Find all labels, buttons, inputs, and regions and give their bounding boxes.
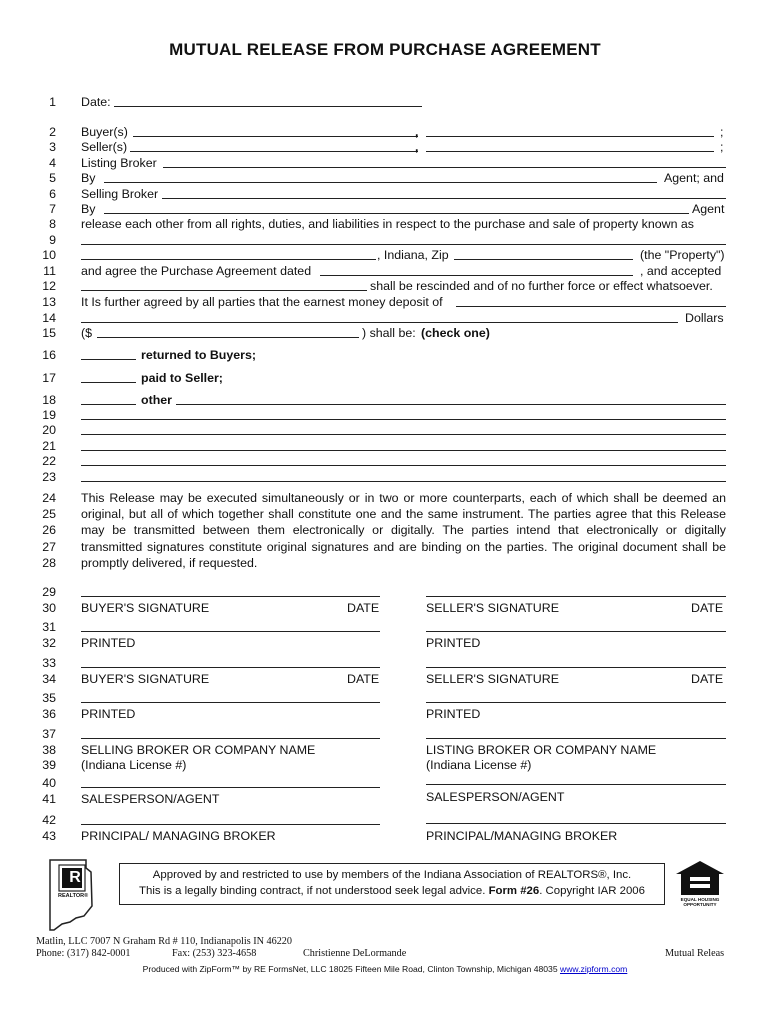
agree-pa-label: and agree the Purchase Agreement dated [81,264,312,278]
line-number: 21 [42,439,56,453]
line-number: 9 [49,233,56,247]
semicolon: ; [720,125,724,139]
date-field[interactable] [114,94,422,107]
form-line-36 [0,706,770,722]
line-number: 5 [49,171,56,185]
line-number: 25 [42,507,56,522]
form-line-16 [0,347,770,363]
comma: , [415,125,419,139]
salesperson-label: SALESPERSON/AGENT [426,790,565,804]
form-line-13 [0,294,770,310]
realtor-indiana-logo [42,858,104,934]
city-field[interactable] [81,247,376,260]
line-number: 10 [42,248,56,262]
buyers-label: Buyer(s) [81,125,128,139]
form-line-23 [0,469,770,485]
date-label: DATE [347,601,380,615]
line-number: 14 [42,311,56,325]
form-line-39 [0,757,770,773]
page-title: MUTUAL RELEASE FROM PURCHASE AGREEMENT [169,40,601,59]
form-line-38 [0,742,770,758]
buyer-signature-line[interactable] [81,596,380,597]
paid-check-field[interactable] [81,370,136,383]
line-number: 40 [42,776,56,790]
other-label: other [141,393,172,407]
seller-2-printed-line[interactable] [426,702,726,703]
line-number: 26 [42,523,56,538]
line-number: 16 [42,348,56,362]
line-number: 27 [42,539,56,554]
line-number: 11 [43,264,56,278]
footer-name: Christienne DeLormande [303,948,407,959]
form-number: Form #26 [488,884,540,897]
date-label: DATE [691,672,724,686]
line-number: 12 [42,279,56,293]
line-number: 20 [42,423,56,437]
eho-text-1: EQUAL HOUSING [680,897,720,902]
other-check-field[interactable] [81,392,136,405]
line-number: 6 [49,187,56,201]
line-number: 3 [49,140,56,154]
approval-line-1: Approved by and restricted to use by members of the Indiana Association of REALTORS®, Inc. [152,869,632,881]
selling-salesperson-line[interactable] [81,787,380,788]
line-number: 2 [49,125,56,139]
line-number: 36 [42,707,56,721]
line-number-column [30,490,56,571]
by-label: By [81,171,96,185]
salesperson-label: SALESPERSON/AGENT [81,792,220,806]
form-line-5 [0,170,770,186]
form-line-7 [0,201,770,217]
release-text: release each other from all rights, duties, and liabilities in respect to the purchase and sale of property known as [81,217,694,231]
selling-principal-line[interactable] [81,824,380,825]
footer-address: Matlin, LLC 7007 N Graham Rd # 110, Indianapolis IN 46220 [36,936,292,947]
buyer-2-signature-line[interactable] [81,667,380,668]
form-line-29 [0,584,770,600]
returned-check-field[interactable] [81,347,136,360]
buyer-2-field[interactable] [426,124,714,137]
form-line-19 [0,407,770,423]
form-line-22 [0,453,770,469]
line-number: 22 [42,454,56,468]
property-address-field[interactable] [81,232,726,245]
sellers-signature-label: SELLER'S SIGNATURE [426,601,559,615]
line-number: 8 [49,217,56,231]
other-line-field[interactable] [81,438,726,451]
zip-field[interactable] [454,247,633,260]
earnest-numeric-field[interactable] [97,325,359,338]
dollar-open: ($ [81,326,93,340]
selling-agent-field[interactable] [104,201,689,214]
returned-label: returned to Buyers; [141,348,256,362]
form-line-30 [0,600,770,616]
form-line-17 [0,370,770,386]
date-label: Date: [81,95,111,109]
other-line-field[interactable] [81,453,726,466]
produced-text: Produced with ZipForm™ by RE FormsNet, LLC 18025 Fifteen Mile Road, Clinton Township, Michigan 48035 [142,964,558,974]
zipform-link[interactable]: www.zipform.com [559,964,628,974]
form-line-33 [0,655,770,671]
form-line-18 [0,392,770,408]
seller-printed-line[interactable] [426,631,726,632]
sellers-signature-label: SELLER'S SIGNATURE [426,672,559,686]
form-line-31 [0,619,770,635]
buyer-1-field[interactable] [133,124,418,137]
line-number: 24 [42,491,56,505]
license-label: (Indiana License #) [81,758,187,772]
approval-line-2: This is a legally binding contract, if not understood seek legal advice. [139,884,486,897]
license-label: (Indiana License #) [426,758,532,772]
form-line-10 [0,247,770,263]
pa-date-field[interactable] [320,263,633,276]
copyright: . Copyright IAR 2006 [539,884,645,897]
line-number: 32 [42,636,56,650]
date-label: DATE [347,672,380,686]
realtor-r-letter: R [69,869,81,886]
selling-broker-field[interactable] [162,186,726,199]
paid-label: paid to Seller; [141,371,223,385]
footer-fax: Fax: (253) 323-4658 [172,948,257,959]
selling-broker-line[interactable] [81,738,380,739]
form-line-4 [0,155,770,171]
shall-be-label: ) shall be: [362,326,416,340]
printed-label: PRINTED [426,636,481,650]
line-number: 38 [42,743,56,757]
earnest-text: It Is further agreed by all parties that the earnest money deposit of [81,295,443,309]
form-line-21 [0,438,770,454]
line-number: 33 [42,656,56,670]
equal-housing-logo [674,859,726,907]
seller-1-field[interactable] [130,139,418,152]
accepted-date-field[interactable] [81,278,367,291]
printed-label: PRINTED [426,707,481,721]
line-number: 23 [42,470,56,484]
the-property-label: (the "Property") [640,248,725,262]
form-line-40 [0,775,770,791]
listing-broker-label: LISTING BROKER OR COMPANY NAME [426,743,657,757]
line-number: 42 [42,813,56,827]
agent-label: Agent [692,202,725,216]
form-line-34 [0,671,770,687]
listing-broker-line[interactable] [426,738,726,739]
line-number: 34 [42,672,56,686]
line-number: 18 [42,393,56,407]
form-line-43 [0,828,770,844]
form-line-35 [0,690,770,706]
seller-signature-line[interactable] [426,596,726,597]
form-line-1 [0,94,770,110]
earnest-words-field[interactable] [81,310,678,323]
line-number: 39 [42,758,56,772]
listing-salesperson-line[interactable] [426,784,726,785]
form-line-14 [0,310,770,326]
and-accepted-label: , and accepted [640,264,722,278]
date-label: DATE [691,601,724,615]
line-number: 13 [42,295,56,309]
line-number: 30 [42,601,56,615]
line-number: 19 [42,408,56,422]
semicolon: ; [720,140,724,154]
form-line-32 [0,635,770,651]
line-number: 35 [42,691,56,705]
form-line-6 [0,186,770,202]
footer-doc-name: Mutual Releas [665,948,725,959]
line-number: 37 [42,727,56,741]
form-line-12 [0,278,770,294]
printed-label: PRINTED [81,707,136,721]
earnest-amount-field[interactable] [456,294,726,307]
principal-broker-label: PRINCIPAL/ MANAGING BROKER [81,829,276,843]
listing-principal-line[interactable] [426,823,726,824]
buyer-2-printed-line[interactable] [81,702,380,703]
sellers-label: Seller(s) [81,140,128,154]
approval-box [119,863,665,905]
line-number: 43 [42,829,56,843]
other-line-field[interactable] [81,407,726,420]
line-number: 4 [49,156,56,170]
line-number: 31 [42,620,56,634]
form-line-2 [0,124,770,140]
comma: , [415,140,419,154]
buyer-printed-line[interactable] [81,631,380,632]
footer-produced [0,964,770,974]
indiana-zip-label: , Indiana, Zip [377,248,449,262]
form-line-8 [0,216,770,232]
line-number: 28 [42,555,56,570]
listing-broker-field[interactable] [163,155,726,168]
form-line-37 [0,726,770,742]
other-detail-field[interactable] [176,392,726,405]
counterparts-paragraph: This Release may be executed simultaneously or in two or more counterparts, each of which shall be deemed an original, but all of which together shall constitute one and the same instrument. The parties agree that this Release may be transmitted between them electronically or digitally. The parties intend that electronically or digitally transmitted signatures constitute original signatures and are binding on the parties. The original document shall be promptly delivered, if requested. [81,491,726,570]
agent-and-label: Agent; and [664,171,724,185]
equal-housing-icon [674,859,726,897]
listing-agent-field[interactable] [104,170,657,183]
line-number: 7 [49,202,56,216]
footer-phone: Phone: (317) 842-0001 [36,948,131,959]
rescinded-text: shall be rescinded and of no further force or effect whatsoever. [370,279,713,293]
form-line-11 [0,263,770,279]
form-line-3 [0,139,770,155]
selling-broker-label: SELLING BROKER OR COMPANY NAME [81,743,316,757]
line-number: 1 [49,95,56,109]
buyers-signature-label: BUYER'S SIGNATURE [81,601,210,615]
selling-broker-label: Selling Broker [81,187,159,201]
other-line-field[interactable] [81,469,726,482]
form-line-9 [0,232,770,248]
realtor-word: REALTOR® [58,893,89,899]
form-line-20 [0,422,770,438]
seller-2-signature-line[interactable] [426,667,726,668]
buyers-signature-label: BUYER'S SIGNATURE [81,672,210,686]
line-number: 29 [42,585,56,599]
form-line-15 [0,325,770,341]
line-number: 17 [42,371,56,385]
seller-2-field[interactable] [426,139,714,152]
dollars-label: Dollars [685,311,724,325]
listing-broker-label: Listing Broker [81,156,157,170]
principal-broker-label: PRINCIPAL/MANAGING BROKER [426,829,618,843]
line-number: 15 [42,326,56,340]
other-line-field[interactable] [81,422,726,435]
line-number: 41 [42,792,56,806]
eho-text-2: OPPORTUNITY [683,902,717,907]
by-label: By [81,202,96,216]
printed-label: PRINTED [81,636,136,650]
form-line-41 [0,791,770,807]
check-one-label: (check one) [421,326,490,340]
form-line-42 [0,812,770,828]
